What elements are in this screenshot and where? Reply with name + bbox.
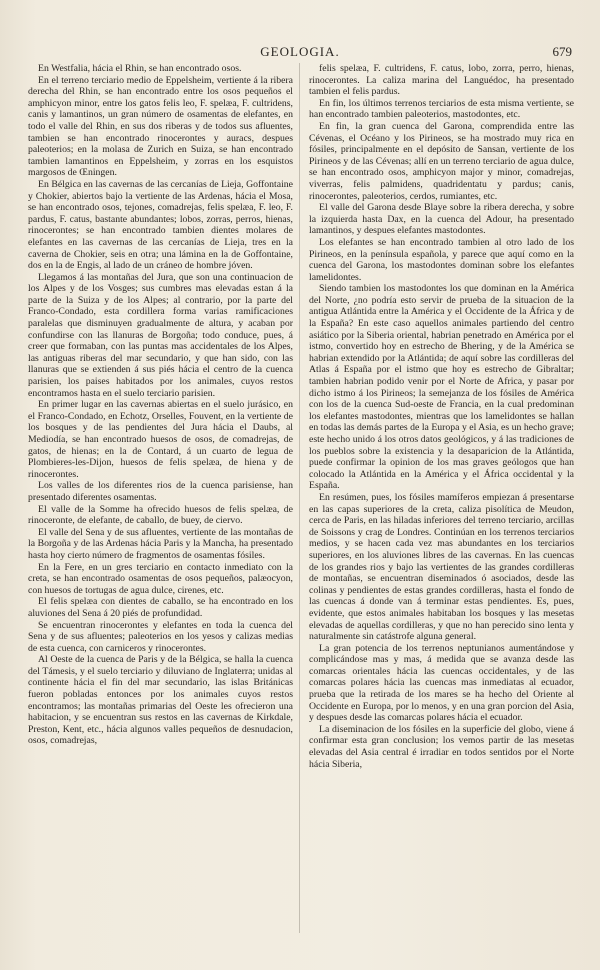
paragraph: En resúmen, pues, los fósiles mamíferos empiezan á presentarse en las capas superiores de la creta, caliza pisolítica de Meudon, cerca de Paris, en las hiladas inferiores del terreno terciario, arcillas de Soissons y crag de Londres. Continúan en los terrenos terciarios medios, y se hacen cada vez mas abundantes en los terciarios superiores, en los aluviones libres de las cavernas. En las cuencas de los grandes rios y bajo las vertientes de las grandes cordilleras de montañas, se encuentran diseminados ó asociados, desde las colinas y pendientes de estas grandes cordilleras, hasta el fondo de las cuencas á donde van á terminar estas pendientes. Es, pues, evidente, que estos animales habitaban los bosques y las mesetas elevadas de aquellas cordilleras, y que no han perecido sino lenta y naturalmente sin catástrofe alguna general. [309, 491, 574, 643]
left-column [28, 63, 293, 943]
paragraph: felis spelæa, F. cultridens, F. catus, lobo, zorra, perro, hienas, rinocerontes. La caliza marina del Languédoc, ha presentado tambien el felis pardus. [309, 63, 574, 98]
paragraph: En el terreno terciario medio de Eppelsheim, vertiente á la ribera derecha del Rhin, se han encontrado entre los osos pequeños el amphicyon minor, entre los gatos felis leo, F. spelæa, F. cultridens, canis y lamantinos, un gran número de osamentas de elefantes, en todo el valle del Rhin, en sus dos riberas y de todos sus afluentes, tambien se han encontrado rinocerontes y auracs, despues paleoterios; en la molasa de Zurich en Suiza, se han encontrado tambien lamantinos en Eppelsheim, y zorras en los esquistos margosos de Œningen. [28, 74, 293, 179]
paragraph: En fin, la gran cuenca del Garona, comprendida entre las Cévenas, el Océano y los Pirineos, se ha mostrado muy rica en fósiles, principalmente en el depósito de Sansan, vertiente de los Pirineos y de las Cévenas; allí en un terreno terciario de agua dulce, se han encontrado osos, amphicyon major y minor, comadrejas, viverras, felis palmidens, quadridentatu y pardus; canis, rinocerontes, paleoterios, cerdos, rumiantes, etc. [309, 120, 574, 202]
page-number: 679 [552, 44, 572, 59]
paragraph: Al Oeste de la cuenca de Paris y de la Bélgica, se halla la cuenca del Támesis, y el suelo terciario y diluviano de Inglaterra; unidas al continente hácia el fin del mar secundario, las islas Británicas fueron pobladas entonces por los animales cuyos restos encontramos; las montañas primarias del Oeste les ofrecieron una habitacion, y se encuentran sus restos en las cavernas de Kirkdale, Preston, Kent, etc., hácia algunos valles pequeños de desnudacion, osos, comadrejas, [28, 654, 293, 747]
paragraph: En primer lugar en las cavernas abiertas en el suelo jurásico, en el Franco-Condado, en Echotz, Orselles, Fouvent, en la vertiente de los bosques y de las pendientes del Jura hácia el Daubs, al Mediodía, se han encontrado huesos de osos, de comadrejas, de gatos, de hienas; en la de Contard, á un cuarto de legua de Plombieres-les-Dijon, huesos de felis spelæa, de hiena y de rinocerontes. [28, 399, 293, 480]
paragraph: El valle del Garona desde Blaye sobre la ribera derecha, y sobre la izquierda hasta Dax, en la cuenca del Adour, ha presentado lamantinos, y despues elefantes mastodontes. [309, 202, 574, 237]
paragraph: La gran potencia de los terrenos neptunianos aumentándose y complicándose mas y mas, á medida que se avanza desde las comarcas orientales hácia las cuencas occidentales, y de las comarcas polares hácia las cuencas mas inmediatas al ecuador, prueba que la retirada de los mares se ha hecho del Oriente al Occidente en Europa, por lo menos, y en una gran porcion del Asia, y despues desde las comarcas polares hácia el ecuador. [309, 642, 574, 724]
paragraph: En la Fere, en un gres terciario en contacto inmediato con la creta, se han encontrado osamentas de osos pequeños, palæocyon, con huesos de tortugas de agua dulce, cirenes, etc. [28, 561, 293, 596]
paragraph: Los valles de los diferentes rios de la cuenca parisiense, han presentado diferentes osamentas. [28, 480, 293, 503]
paragraph: El valle del Sena y de sus afluentes, vertiente de las montañas de la Borgoña y de las Ardenas hácia Paris y la Mancha, ha presentado hasta hoy cierto número de fragmentos de osamentas fósiles. [28, 526, 293, 561]
paragraph: El felis spelæa con dientes de caballo, se ha encontrado en los aluviones del Sena á 20 piés de profundidad. [28, 596, 293, 619]
page-header [0, 44, 600, 64]
paragraph: Llegamos á las montañas del Jura, que son una continuacion de los Alpes y de los Vosges; sus cumbres mas elevadas estan á la parte de la Suiza y de los Alpes; al contrario, por la parte del Franco-Condado, esta cordillera forma varias ramificaciones paralelas que disminuyen gradualmente de altura, y acaban por confundirse con las llanuras de Borgoña; todo conduce, pues, á creer que formaban, con las puntas mas accidentales de los Alpes, las antiguas riberas del mar secundario, y que han sido, con las llanuras que se extienden á sus piés hácia el centro de la cuenca parisien, los paises habitados por los animales, cuyos restos encontramos hasta en el suelo terciario parisien. [28, 271, 293, 399]
paragraph: En Bélgica en las cavernas de las cercanías de Lieja, Goffontaine y Chokier, abiertos bajo la vertiente de las Ardenas, hácia el Mosa, se han encontrado osos, tejones, comadrejas, felis spelæa, F. leo, F. pardus, F. catus, bastante abundantes; lobos, zorras, perros, hienas, rinocerontes; se han encontrado tambien dientes molares de elefantes en las cavernas de las cercanías de Lieja, tres en la caverna de Chokier, seis en otra; una lámina en la de Goffontaine, dos en la de Engis, al lado de un cráneo de hombre jóven. [28, 178, 293, 272]
right-column [309, 63, 574, 943]
paragraph: Se encuentran rinocerontes y elefantes en toda la cuenca del Sena y de sus afluentes; paleoterios en los yesos y calizas medias de esta cuenca, con carniceros y rinocerontes. [28, 619, 293, 654]
paragraph: La diseminacion de los fósiles en la superficie del globo, viene á confirmar esta gran conclusion; los vemos partir de las mesetas elevadas del Asia central é irradiar en todos sentidos por el Norte hácia Siberia, [309, 723, 574, 770]
paragraph: El valle de la Somme ha ofrecido huesos de felis spelæa, de rinoceronte, de elefante, de caballo, de buey, de ciervo. [28, 503, 293, 527]
paragraph: Siendo tambien los mastodontes los que dominan en la América del Norte, ¿no podría esto servir de prueba de la situacion de la antigua Atlántida entre la América y el Occidente de la África y de la España? En este caso aquellos animales partiendo del centro asiático por la Siberia oriental, habrian penetrado en América por el istmo, convertido hoy en estrecho de Bhering, y de la América se habrian extendido por la Atlántida; de aquí sobre las cordilleras del Atlas á España por el istmo que hoy es estrecho de Gibraltar; tambien habrian podido venir por el Norte de Africa, y pasar por dicho istmo á los Pirineos; la semejanza de los fósiles de América con los de la cuenca Sud-oeste de Francia, en la cual predominan los elefantes mastodontes, mientras que los lamelidontes se hallan en todas las demás partes de la Europa y el Asia, es un hecho grave; este hecho unido á los otros datos geológicos, y á las tradiciones de los pueblos sobre la existencia y la desaparicion de la Atlántida, puede confirmar la opinion de los mas graves geólogos que han colocado la Atlántida en la América y el África occidental y la España. [309, 283, 574, 492]
paragraph: Los elefantes se han encontrado tambien al otro lado de los Pirineos, en la península española, y parece que aquí como en la cuenca del Garona, los mastodontes dominan sobre los elefantes lamelidontes. [309, 236, 574, 283]
text-columns [28, 63, 574, 943]
running-title: GEOLOGIA. [260, 44, 340, 59]
column-divider [299, 63, 300, 933]
paragraph: En Westfalia, hácia el Rhin, se han encontrado osos. [38, 63, 242, 74]
paragraph: En fin, los últimos terrenos terciarios de esta misma vertiente, se han encontrado tambien paleoterios, mastodontes, etc. [309, 97, 574, 121]
